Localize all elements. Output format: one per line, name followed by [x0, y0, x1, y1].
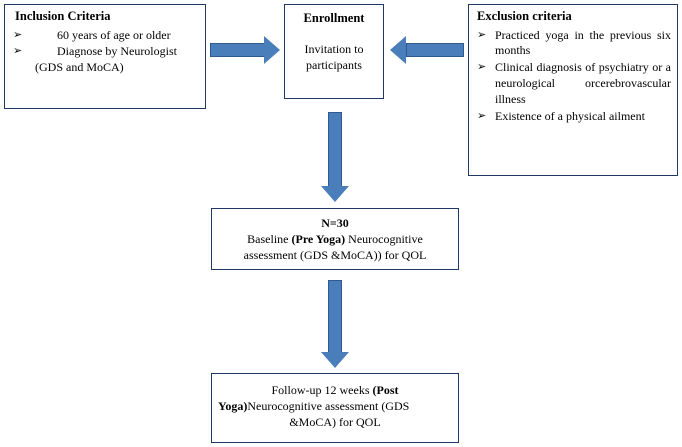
- arrow-shaft: [328, 112, 342, 190]
- arrow-shaft: [328, 280, 342, 356]
- exclusion-criteria-title: Exclusion criteria: [477, 9, 572, 23]
- list-item: [475, 60, 671, 107]
- followup-text-bold2: Yoga): [218, 399, 248, 414]
- arrow-shaft: [210, 43, 266, 57]
- list-item: [475, 28, 671, 60]
- list-item: [11, 28, 199, 44]
- followup-description: [218, 382, 452, 431]
- arrow-exclusion-to-enrollment-icon: [388, 36, 464, 64]
- exclusion-item-text: Clinical diagnosis of psychiatry or a neurological orcerebrovascular illness: [495, 60, 671, 106]
- arrow-baseline-to-followup-icon: [321, 280, 349, 370]
- inclusion-item-text: 60 years of age or older: [57, 27, 171, 42]
- followup-text-part1: Follow-up 12 weeks: [271, 383, 373, 397]
- followup-line3: &MoCA) for QOL: [289, 415, 381, 430]
- arrow-bullet-icon: ➢: [13, 45, 23, 58]
- arrow-enrollment-to-baseline-icon: [321, 112, 349, 204]
- inclusion-criteria-box: [4, 4, 206, 109]
- exclusion-item-text: Existence of a physical ailment: [495, 108, 645, 123]
- exclusion-criteria-list: [475, 28, 671, 125]
- baseline-text-part2: Neurocognitive: [345, 232, 423, 247]
- arrow-head: [321, 352, 349, 368]
- enrollment-body: [291, 41, 377, 73]
- arrow-bullet-icon: ➢: [477, 61, 487, 74]
- inclusion-item-subtext: (GDS and MoCA): [35, 60, 124, 75]
- arrow-head: [264, 36, 280, 64]
- arrow-shaft: [406, 43, 464, 57]
- enrollment-body-line2: participants: [306, 57, 362, 72]
- enrollment-body-line1: Invitation to: [304, 41, 364, 56]
- followup-assessment-box: [211, 373, 459, 443]
- followup-text-part2: Neurocognitive assessment (GDS: [247, 399, 410, 414]
- arrow-inclusion-to-enrollment-icon: [210, 36, 282, 64]
- baseline-n-count: N=30: [321, 216, 349, 230]
- exclusion-item-text: Practiced yoga in the previous six months: [495, 27, 671, 58]
- inclusion-item-text: Diagnose by Neurologist: [57, 44, 177, 59]
- arrow-bullet-icon: ➢: [477, 28, 487, 41]
- arrow-head: [390, 36, 406, 64]
- exclusion-criteria-box: [468, 4, 678, 176]
- baseline-assessment-box: [211, 208, 459, 270]
- inclusion-criteria-list: [11, 28, 199, 76]
- baseline-text-part1: Baseline: [247, 232, 292, 247]
- baseline-description: [218, 231, 452, 263]
- arrow-bullet-icon: ➢: [13, 28, 23, 41]
- list-item: [475, 109, 671, 125]
- followup-line2: [218, 398, 452, 414]
- arrow-head: [321, 186, 349, 202]
- inclusion-criteria-title: Inclusion Criteria: [15, 9, 111, 23]
- followup-text-bold1: (Post: [372, 383, 399, 397]
- enrollment-title: Enrollment: [303, 11, 365, 25]
- arrow-bullet-icon: ➢: [477, 109, 487, 122]
- list-item: [11, 44, 199, 76]
- baseline-text-bold: (Pre Yoga): [291, 232, 346, 247]
- enrollment-box: [284, 4, 384, 99]
- baseline-text-line3: assessment (GDS &MoCA)) for QOL: [243, 248, 427, 263]
